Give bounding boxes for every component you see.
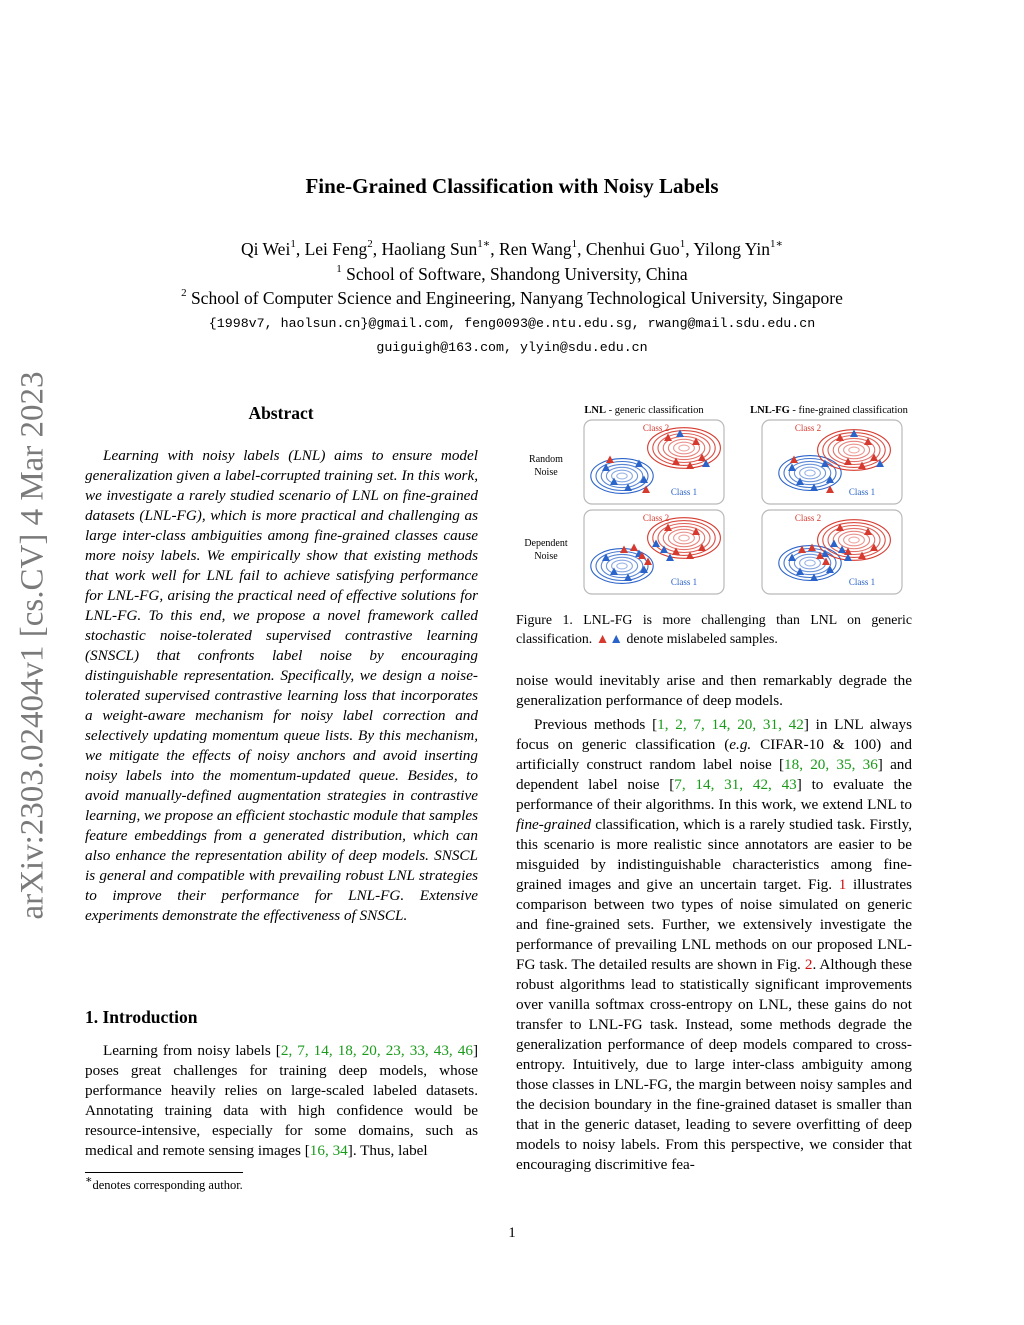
blue-triangle-icon: ▲ [609, 631, 624, 646]
figure-panel [762, 420, 902, 504]
author-separator: , [295, 239, 305, 259]
author-separator: , [577, 239, 586, 259]
class-2-label: Class 2 [642, 513, 670, 523]
intro-text: classification, which is a rarely studied task. Firstly, this scenario is more realistic since annotators are easier to be misguided by indistinguishable characteristics among fine-grained images and give an uncertain target. Fig. [516, 816, 912, 893]
intro-text: . Although these robust algorithms lead to statistically significant improvements over vanilla softmax cross-entropy on LNL, these gains do not transfer to LNL-FG task. Instead, some methods degrade the generalization performance of deep models compared to cross-entropy. Intuitively, due to large inter-class ambiguity among those classes in LNL-FG, the margin between noisy samples and the decision boundary in the fine-grained dataset is smaller than that in the generic dataset, leading to severe overfitting of deep models to noisy labels. From this perspective, we consider that encouraging discrimitive fea- [516, 956, 912, 1173]
author-name: Ren Wang [499, 239, 572, 259]
footnote-mark: ∗ [85, 1173, 93, 1186]
footnote-text: denotes corresponding author. [92, 1178, 243, 1192]
intro-text: illustrates comparison between two types of noise simulated on generic and fine-grained sets. Further, we extensively investigate the performance of prevailing LNL methods on our proposed LNL-FG task. The detailed results are shown in Fig. [516, 876, 912, 973]
class-1-label: Class 1 [670, 487, 698, 497]
figure-panel [584, 420, 724, 504]
intro-paragraph-2 [516, 715, 912, 1175]
class-1-label: Class 1 [670, 577, 698, 587]
intro-text: CIFAR-10 & 100) and artificially construct random label noise [ [516, 736, 912, 773]
footnote [85, 1173, 243, 1193]
citation-link[interactable]: 7, 14, 31, 42, 43 [674, 776, 797, 793]
author-affiliation-mark: 1 [571, 238, 578, 251]
paper-title: Fine-Grained Classification with Noisy Labels [305, 174, 719, 198]
red-triangle-icon: ▲ [595, 631, 610, 646]
author-affiliation-mark: 2 [367, 238, 373, 251]
abstract-text: Learning with noisy labels (LNL) aims to ensure model generalization given a label-corrupted training set. In this work, we investigate a rarely studied scenario of LNL on fine-grained datasets (LNL-FG), which is more practical and challenging as large inter-class ambiguities among fine-grained classes cause more noisy labels. We empirically show that existing methods that work well for LNL fail to achieve satisfying performance for LNL-FG, arising the practical need of effective solutions for LNL-FG. To this end, we propose a novel framework called stochastic noise-tolerated supervised contrastive learning (SNSCL) that confronts label noise by encouraging distinguishable representation. Specifically, we design a noise-tolerated supervised contrastive learning loss that incorporates a weight-aware mechanism for noisy label correction and selectively updating momentum queue lists. By this mechanism, we mitigate the effects of noisy anchors and avoid inserting noisy labels into the momentum-updated queue. Besides, to avoid manually-defined augmentation strategies in contrastive learning, we propose an efficient stochastic module that samples feature embeddings from a generated distribution, which can also enhance the representation ability of deep models. SNSCL is general and compatible with prevailing robust LNL strategies to improve their performance for LNL-FG. Extensive experiments demonstrate the effectiveness of SNSCL. [85, 447, 478, 924]
abstract-body [85, 446, 478, 926]
author-name: Lei Feng [304, 239, 368, 259]
intro-text: Learning from noisy labels [ [103, 1042, 281, 1059]
page-number: 1 [508, 1225, 516, 1241]
class-1-label: Class 1 [848, 577, 876, 587]
citation-link[interactable]: 18, 20, 35, 36 [784, 756, 878, 773]
figure-1-graphic [516, 398, 912, 603]
figure-row-label-random: Random [529, 454, 563, 465]
abstract-heading: Abstract [248, 403, 314, 423]
intro-paragraph-1-continued: noise would inevitably arise and then remarkably degrade the generalization performance of deep models. [516, 672, 912, 709]
figure-panel [762, 510, 902, 594]
citation-link[interactable]: 16, 34 [309, 1142, 348, 1159]
citation-link[interactable]: 2, 7, 14, 18, 20, 23, 33, 43, 46 [280, 1042, 473, 1059]
class-2-label: Class 2 [794, 423, 822, 433]
author-name: Chenhui Guo [585, 239, 680, 259]
author-list [0, 239, 1024, 260]
arxiv-stamp-text: arXiv:2303.02404v1 [cs.CV] 4 Mar 2023 [14, 370, 51, 920]
intro-text-italic: e.g. [729, 736, 752, 753]
class-1-label: Class 1 [848, 487, 876, 497]
intro-text: ] poses great challenges for training deep models, whose performance heavily relies on large-scaled labeled datasets. Annotating training data with high confidence would be resource-intensive, especially for some domains, such as medical and remote sensing images [ [85, 1042, 478, 1159]
figure-col-header-lnl: LNL - generic classification [584, 405, 704, 416]
figure-row-label-dependent: Dependent [524, 538, 568, 549]
figure-reference-link[interactable]: 1 [838, 876, 847, 893]
caption-text: denote mislabeled samples. [623, 631, 778, 646]
figure-1 [516, 398, 912, 603]
section-heading-introduction: 1. Introduction [85, 1007, 198, 1027]
author-affiliation-mark: 1 [290, 238, 296, 251]
intro-text: Previous methods [ [534, 716, 658, 733]
figure-row-label-noise: Noise [534, 467, 558, 478]
affiliation-text: School of Computer Science and Engineering, Nanyang Technological University, Singapore [190, 288, 843, 308]
author-separator: , [490, 239, 500, 259]
author-affiliation-mark: 1∗ [770, 238, 783, 251]
affiliation-2 [0, 288, 1024, 309]
figure-col-header-lnl-fg: LNL-FG - fine-grained classification [750, 405, 908, 416]
figure-panel [584, 510, 724, 594]
arxiv-stamp [8, 355, 58, 935]
class-2-label: Class 2 [642, 423, 670, 433]
emails-line-1: {1998v7, haolsun.cn}@gmail.com, feng0093@e.ntu.edu.sg, rwang@mail.sdu.edu.cn [208, 316, 816, 331]
intro-text-italic: fine-grained [516, 816, 592, 833]
class-2-label: Class 2 [794, 513, 822, 523]
author-affiliation-mark: 1 [679, 238, 686, 251]
author-affiliation-mark: 1∗ [477, 238, 491, 251]
author-name: Yilong Yin [693, 239, 771, 259]
author-name: Qi Wei [241, 239, 291, 259]
intro-text: ] in LNL always focus on generic classification ( [516, 716, 912, 753]
citation-link[interactable]: 1, 2, 7, 14, 20, 31, 42 [657, 716, 804, 733]
figure-1-caption [516, 610, 912, 648]
figure-row-label-noise: Noise [534, 551, 558, 562]
author-separator: , [372, 239, 382, 259]
author-name: Haoliang Sun [381, 239, 478, 259]
affiliation-text: School of Software, Shandong University, China [346, 264, 688, 284]
affiliation-mark: 2 [181, 287, 187, 300]
emails-line-2: guiguigh@163.com, ylyin@sdu.edu.cn [376, 340, 648, 355]
footnote-rule [85, 1172, 243, 1173]
author-separator: , [685, 239, 694, 259]
affiliation-mark: 1 [336, 263, 342, 276]
affiliation-1 [0, 264, 1024, 285]
right-column-body [516, 671, 912, 1175]
intro-paragraph-1 [85, 1041, 478, 1161]
intro-text: ] and dependent label noise [ [516, 756, 912, 793]
intro-text: ] to evaluate the performance of their algorithms. In this work, we extend LNL to [516, 776, 913, 813]
figure-reference-link[interactable]: 2 [804, 956, 813, 973]
intro-text: ]. Thus, label [347, 1142, 428, 1159]
caption-text: Figure 1. LNL-FG is more challenging than LNL on generic classification. [516, 612, 912, 646]
